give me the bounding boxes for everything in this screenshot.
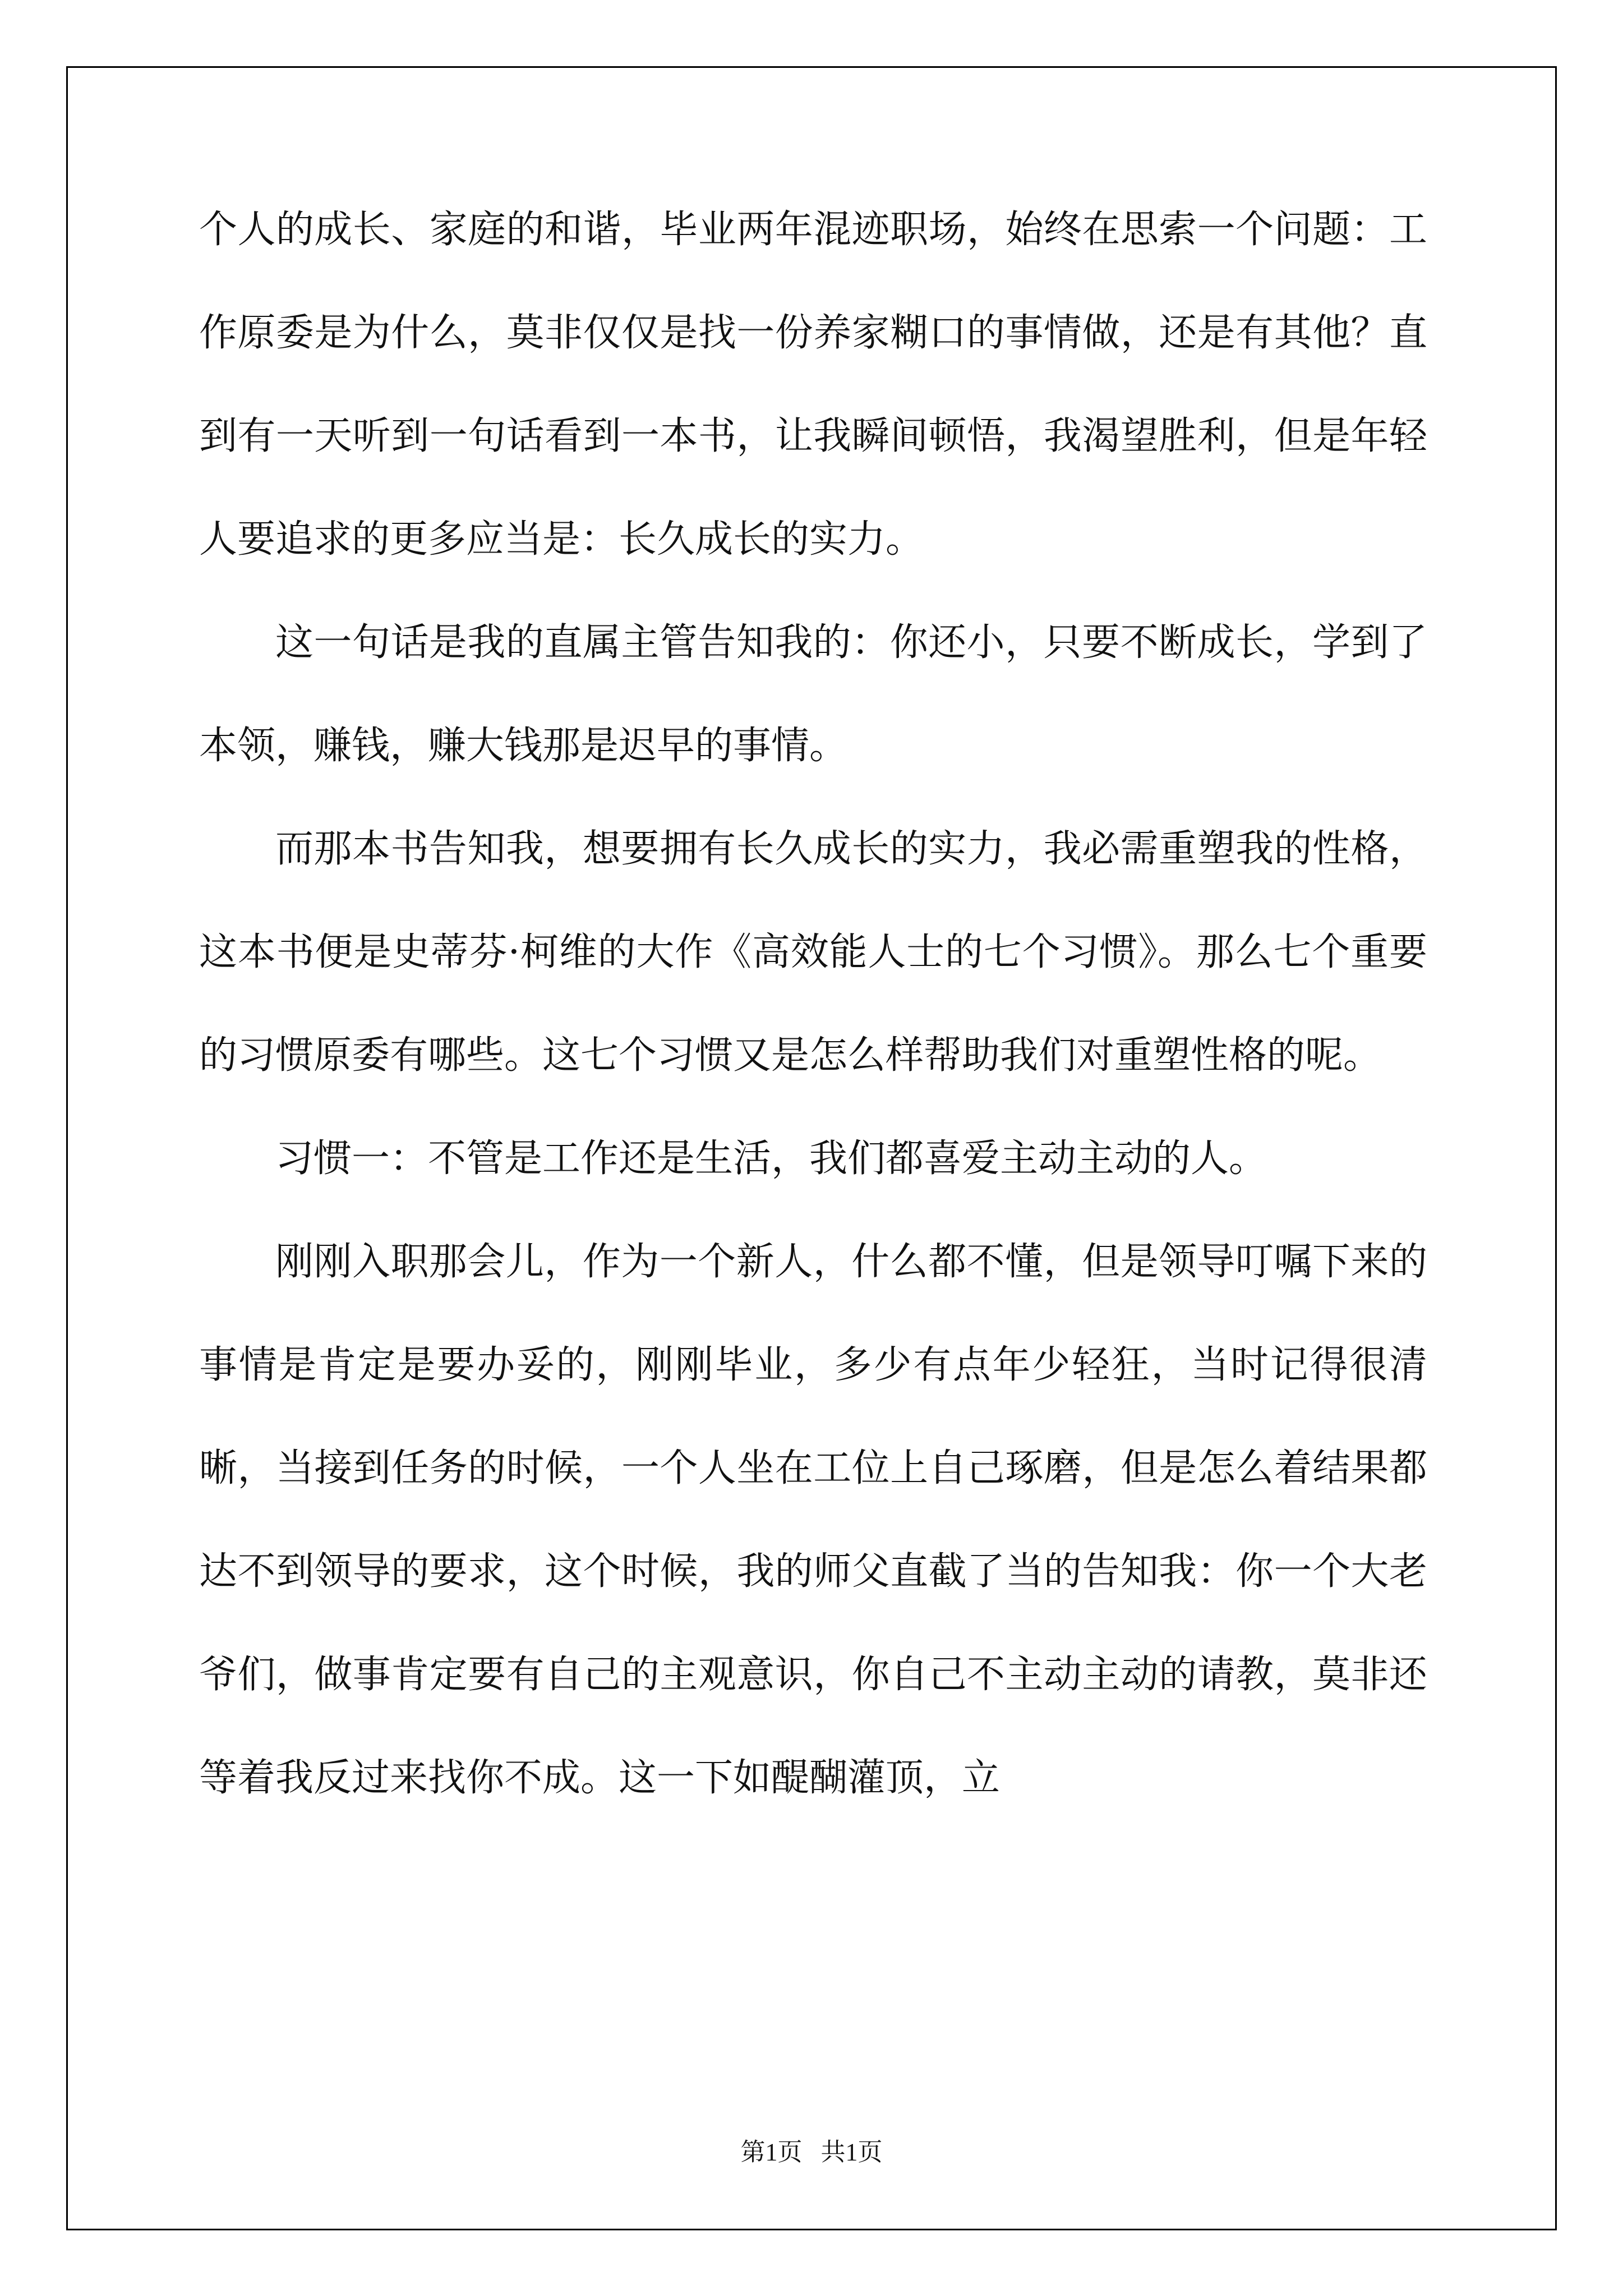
paragraph-4: 习惯一：不管是工作还是生活，我们都喜爱主动主动的人。 xyxy=(275,1137,1267,1181)
paragraph-1: 个人的成长、家庭的和谐，毕业两年混迹职场，始终在思索一个问题：工作原委是为什么，莫非仅仅是找一份养家糊口的事情做，还是有其他？直到有一天听到一句话看到一本书，让我瞬间顿悟，我渴望胜利，但是年轻人要追求的更多应当是：长久成长的实力。 xyxy=(199,208,1427,562)
paragraph-2: 这一句话是我的直属主管告知我的：你还小，只要不断成长，学到了本领，赚钱，赚大钱那是迟早的事情。 xyxy=(199,620,1427,768)
document-body xyxy=(199,178,1427,1830)
paragraph-5: 刚刚入职那会儿，作为一个新人，什么都不懂，但是领导叮嘱下来的事情是肯定是要办妥的，刚刚毕业，多少有点年少轻狂，当时记得很清晰，当接到任务的时候，一个人坐在工位上自己琢磨，但是怎么着结果都达不到领导的要求，这个时候，我的师父直截了当的告知我：你一个大老爷们，做事肯定要有自己的主观意识，你自己不主动主动的请教，莫非还等着我反过来找你不成。这一下如醍醐灌顶，立 xyxy=(199,1240,1427,1800)
page-footer: 第1页 共1页 xyxy=(740,2138,883,2166)
paragraph-3: 而那本书告知我，想要拥有长久成长的实力，我必需重塑我的性格，这本书便是史蒂芬·柯维的大作《高效能人士的七个习惯》。那么七个重要的习惯原委有哪些。这七个习惯又是怎么样帮助我们对重塑性格的呢。 xyxy=(199,827,1427,1078)
